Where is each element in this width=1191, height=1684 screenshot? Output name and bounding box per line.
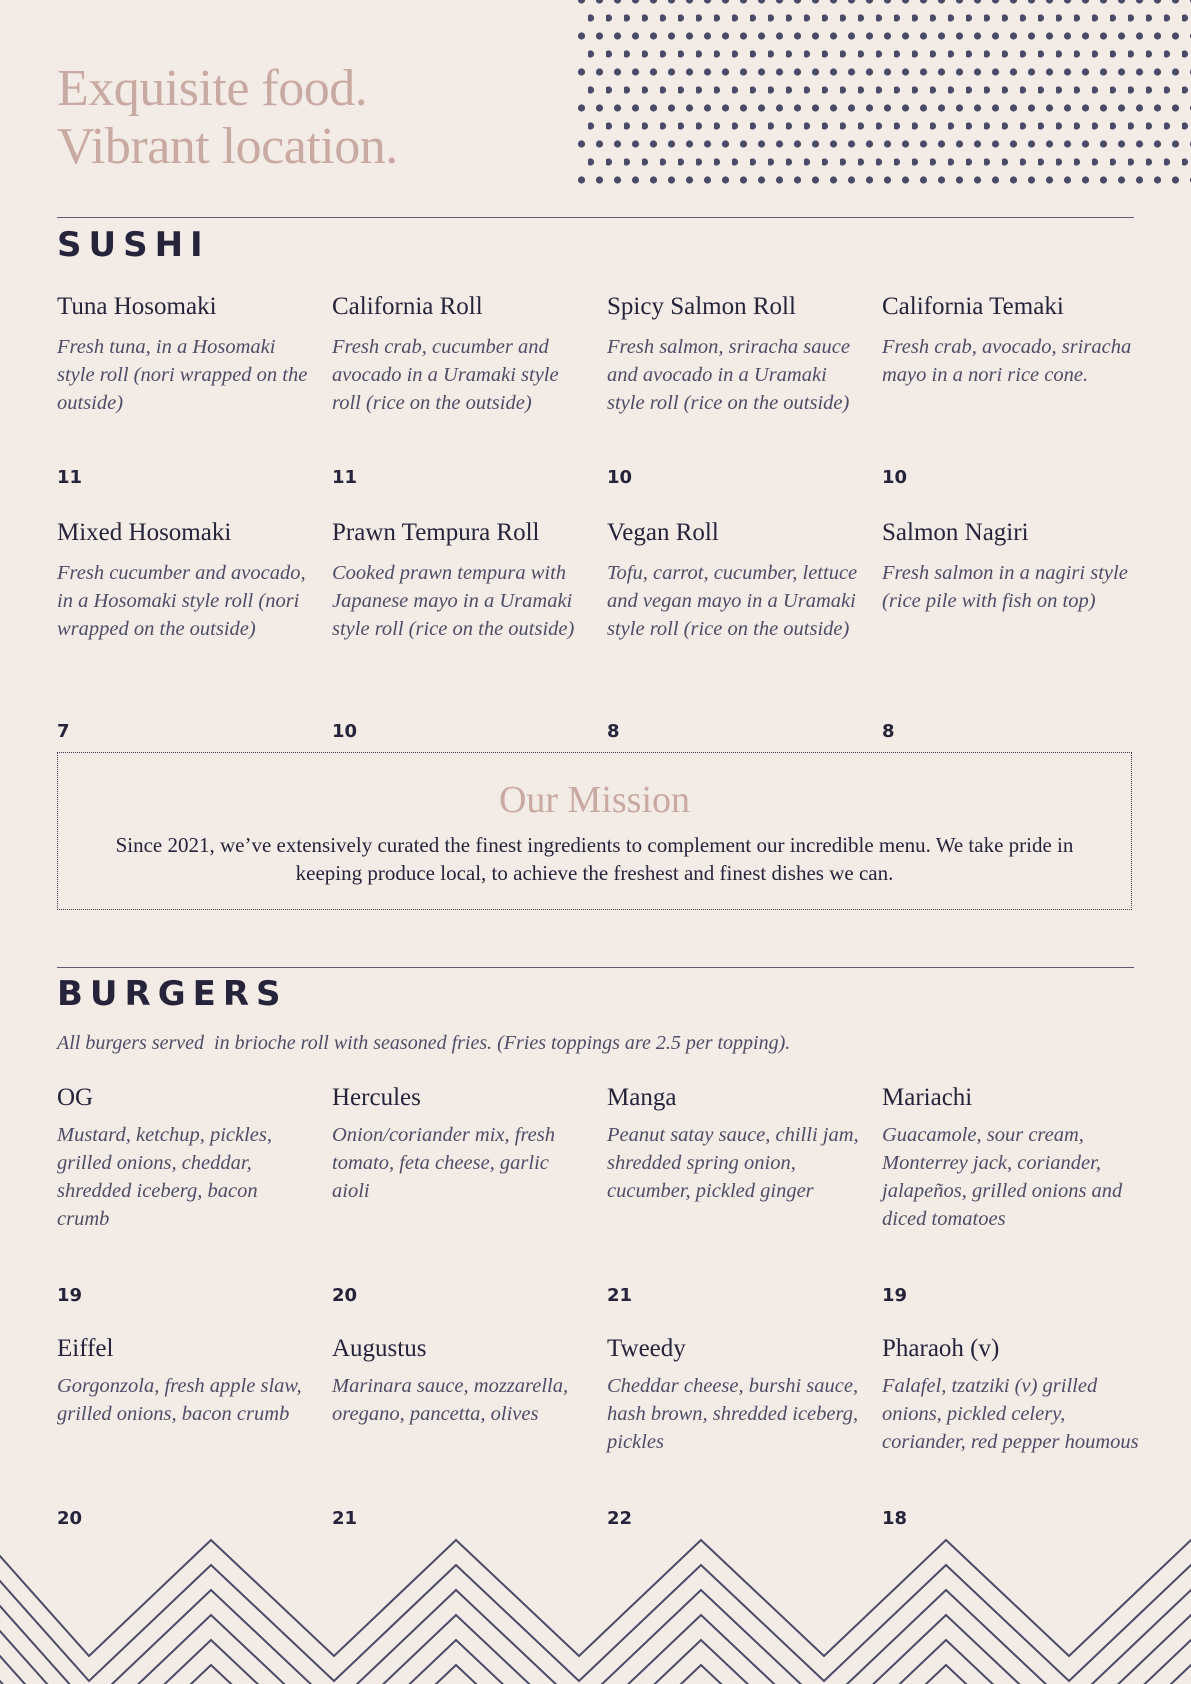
- item-name: Tuna Hosomaki: [57, 293, 217, 320]
- item-price: 10: [332, 721, 358, 742]
- menu-item-california-roll: [332, 292, 590, 417]
- menu-item-og: [57, 1083, 315, 1233]
- item-name: Prawn Tempura Roll: [332, 519, 540, 546]
- item-price: 19: [57, 1285, 83, 1306]
- mission-box: [57, 752, 1132, 910]
- menu-item-mixed-hosomaki: [57, 518, 315, 643]
- item-price: 7: [57, 721, 70, 742]
- item-price: 11: [57, 467, 83, 488]
- item-description: Fresh cucumber and avocado, in a Hosomaki style roll (nori wrapped on the outside): [57, 562, 306, 640]
- tagline-line-1: Exquisite food.: [57, 60, 368, 117]
- item-name: Mixed Hosomaki: [57, 519, 232, 546]
- item-description: Marinara sauce, mozzarella, oregano, pancetta, olives: [332, 1375, 569, 1425]
- menu-item-spicy-salmon-roll: [607, 292, 865, 417]
- item-name: Salmon Nagiri: [882, 519, 1029, 546]
- item-description: Gorgonzola, fresh apple slaw, grilled onions, bacon crumb: [57, 1375, 302, 1425]
- sushi-section-title: SUSHI: [57, 225, 210, 265]
- item-price: 10: [882, 467, 908, 488]
- item-description: Cheddar cheese, burshi sauce, hash brown, shredded iceberg, pickles: [607, 1375, 859, 1453]
- item-description: Onion/coriander mix, fresh tomato, feta cheese, garlic aioli: [332, 1124, 556, 1202]
- item-price: 21: [607, 1285, 633, 1306]
- dot-pattern-decoration: [570, 0, 1191, 190]
- item-description: Tofu, carrot, cucumber, lettuce and vegan mayo in a Uramaki style roll (rice on the outside): [607, 562, 858, 640]
- mission-text: Since 2021, we’ve extensively curated the finest ingredients to complement our incredible menu. We take pride in keeping produce local, to achieve the freshest and finest dishes we can.: [115, 833, 1074, 885]
- item-name: Hercules: [332, 1084, 421, 1111]
- item-price: 11: [332, 467, 358, 488]
- menu-item-tuna-hosomaki: [57, 292, 315, 417]
- item-name: Tweedy: [607, 1335, 686, 1362]
- item-name: Eiffel: [57, 1335, 114, 1362]
- item-description: Guacamole, sour cream, Monterrey jack, coriander, jalapeños, grilled onions and diced tomatoes: [882, 1124, 1123, 1230]
- tagline-line-2: Vibrant location.: [57, 118, 398, 175]
- zigzag-pattern-decoration: [0, 1530, 1191, 1684]
- burgers-note: All burgers served in brioche roll with seasoned fries. (Fries toppings are 2.5 per topping).: [57, 1032, 791, 1054]
- menu-item-prawn-tempura-roll: [332, 518, 590, 643]
- item-name: Pharaoh (v): [882, 1335, 1000, 1362]
- menu-item-pharaoh: [882, 1334, 1140, 1456]
- item-name: Mariachi: [882, 1084, 973, 1111]
- menu-item-augustus: [332, 1334, 590, 1428]
- burgers-section-title: BURGERS: [57, 974, 288, 1014]
- item-price: 18: [882, 1508, 908, 1529]
- item-name: Spicy Salmon Roll: [607, 293, 796, 320]
- item-description: Peanut satay sauce, chilli jam, shredded spring onion, cucumber, pickled ginger: [607, 1124, 859, 1202]
- item-name: Augustus: [332, 1335, 427, 1362]
- menu-item-eiffel: [57, 1334, 315, 1428]
- item-price: 20: [57, 1508, 83, 1529]
- item-name: OG: [57, 1084, 94, 1111]
- item-price: 21: [332, 1508, 358, 1529]
- menu-item-salmon-nagiri: [882, 518, 1140, 615]
- item-description: Cooked prawn tempura with Japanese mayo in a Uramaki style roll (rice on the outside): [332, 562, 575, 640]
- item-description: Fresh tuna, in a Hosomaki style roll (nori wrapped on the outside): [57, 336, 308, 414]
- item-description: Fresh salmon, sriracha sauce and avocado in a Uramaki style roll (rice on the outside): [607, 336, 850, 414]
- item-price: 22: [607, 1508, 633, 1529]
- menu-item-mariachi: [882, 1083, 1140, 1233]
- sushi-divider: [57, 217, 1134, 218]
- menu-item-california-temaki: [882, 292, 1140, 389]
- item-price: 8: [607, 721, 620, 742]
- menu-item-tweedy: [607, 1334, 865, 1456]
- item-price: 10: [607, 467, 633, 488]
- item-description: Fresh crab, cucumber and avocado in a Uramaki style roll (rice on the outside): [332, 336, 559, 414]
- tagline-heading: [57, 60, 398, 176]
- item-description: Mustard, ketchup, pickles, grilled onions, cheddar, shredded iceberg, bacon crumb: [57, 1124, 272, 1230]
- item-description: Falafel, tzatziki (v) grilled onions, pickled celery, coriander, red pepper houmous: [882, 1375, 1139, 1453]
- burgers-divider: [57, 967, 1134, 968]
- item-price: 8: [882, 721, 895, 742]
- item-name: Manga: [607, 1084, 677, 1111]
- menu-item-hercules: [332, 1083, 590, 1205]
- item-name: California Temaki: [882, 293, 1064, 320]
- item-name: California Roll: [332, 293, 483, 320]
- item-price: 20: [332, 1285, 358, 1306]
- menu-item-vegan-roll: [607, 518, 865, 643]
- mission-title: Our Mission: [498, 779, 691, 821]
- menu-item-manga: [607, 1083, 865, 1205]
- item-price: 19: [882, 1285, 908, 1306]
- item-description: Fresh salmon in a nagiri style (rice pile with fish on top): [882, 562, 1128, 612]
- item-name: Vegan Roll: [607, 519, 719, 546]
- item-description: Fresh crab, avocado, sriracha mayo in a nori rice cone.: [882, 336, 1132, 386]
